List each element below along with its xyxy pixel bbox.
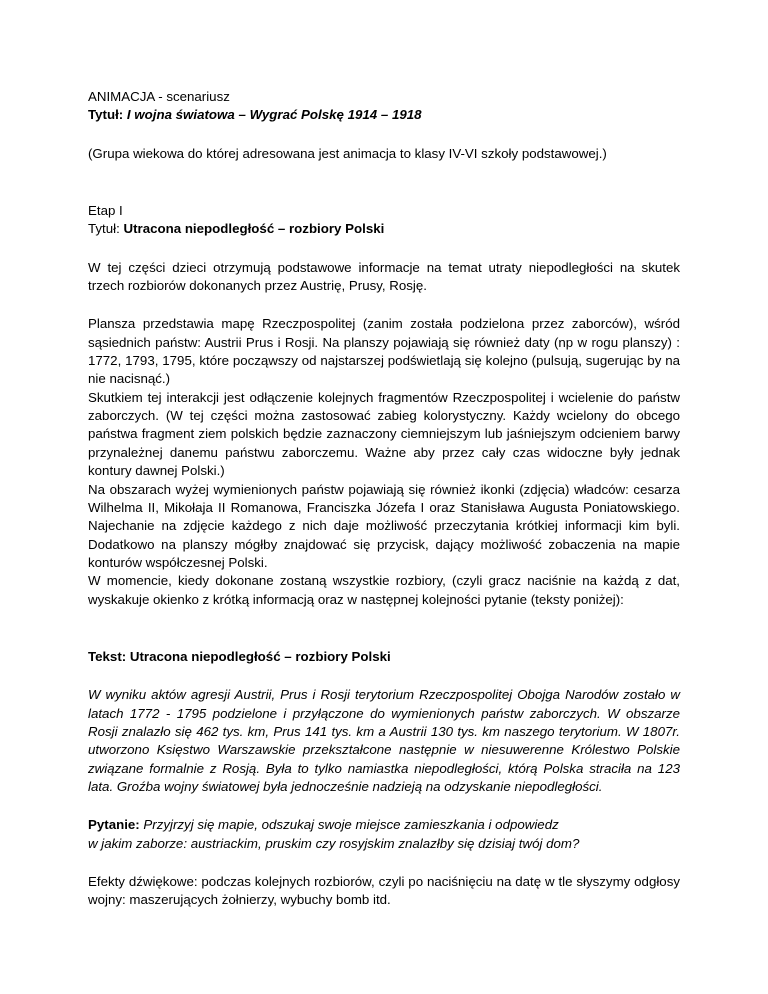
paragraph-2: Plansza przedstawia mapę Rzeczpospolitej (zanim została podzielona przez zaborców), wśród sąsiednich państw: Austrii Prus i Rosji. Na planszy pojawiają się również daty (np w rogu planszy) : 1772, 1793, 1795, które począwszy od najstarszej podświetlają się kolejno (pulsują, sugerując by na nie nacisnąć.) [88,316,680,387]
spacer [88,635,680,648]
paragraph-1: W tej części dzieci otrzymują podstawowe informacje na temat utraty niepodległości na skutek trzech rozbiorów dokonanych przez Austrię, Prusy, Rosję. [88,259,680,294]
tekst-section-body: W wyniku aktów agresji Austrii, Prus i Rosji terytorium Rzeczpospolitej Obojga Narodów zostało w latach 1772 - 1795 podzielone i przyłączone do wymienionych państw zaborczych. W obszarze Rosji znalazło się 462 tys. km, Prus 141 tys. km a Austrii 130 tys. km naszego terytorium. W 1807r. utworzono Księstwo Warszawskie przekształcone następnie w niesuwerenne Królestwo Polskie związane formalnie z Rosją. Była to tylko namiastka niepodległości, którą Polska straciła na 123 lata. Groźba wojny światowej była jednocześnie nadzieją na odzyskanie niepodległości. [88,687,680,794]
spacer [88,609,680,635]
paragraph-3: Skutkiem tej interakcji jest odłączenie kolejnych fragmentów Rzeczpospolitej i wcielenie do państw zaborczych. (W tej części można zastosować zabieg kolorystyczny. Każdy wcielony do obcego państwa fragment ziem polskich będzie zaznaczony ciemniejszym lub jaśniejszym odcieniem barwy przynależnej danemu państwu zaborczemu. Ważne aby przez cały czas widoczne były jednak kontury dawnej Polski.) [88,389,680,479]
document-header-line1 [88,88,680,106]
question-line-2: w jakim zaborze: austriackim, pruskim czy rosyjskim znalazłby się dzisiaj twój dom? [88,835,580,851]
spacer [88,125,680,145]
document-header-line2 [88,106,680,124]
stage-title-label: Tytuł: [88,221,124,237]
question-label: Pytanie: [88,817,140,833]
spacer [88,239,680,259]
stage-title-value: Utracona niepodległość – rozbiory Polski [123,221,385,237]
paragraph-4: Na obszarach wyżej wymienionych państw pojawiają się również ikonki (zdjęcia) władców: cesarza Wilhelma II, Mikołaja II Romanowa, Franciszka Józefa I oraz Stanisława Augusta Poniatowskiego. Najechanie na zdjęcie każdego z nich daje możliwość przeczytania krótkiej informacji kim byli. Dodatkowo na planszy mógłby znajdować się przycisk, dający możliwość zobaczenia na mapie konturów współczesnej Polski. [88,481,680,570]
spacer [88,796,680,816]
spacer [88,295,680,315]
tekst-section-label: Tekst: Utracona niepodległość – rozbiory Polski [88,648,391,664]
tytul-label: Tytuł: [88,107,127,123]
animacja-scenariusz-label: ANIMACJA - scenariusz [88,89,230,104]
spacer [88,853,680,873]
animation-title: I wojna światowa – Wygrać Polskę 1914 – 1918 [126,107,422,123]
stage-label: Etap I [88,203,123,219]
document-body [88,88,680,910]
audience-paragraph: (Grupa wiekowa do której adresowana jest animacja to klasy IV-VI szkoły podstawowej.) [88,145,607,161]
sound-effects-paragraph: Efekty dźwiękowe: podczas kolejnych rozbiorów, czyli po naciśnięciu na datę w tle słyszymy odgłosy wojny: maszerujących żołnierzy, wybuchy bomb itd. [88,874,680,908]
question-line-1 [88,816,680,834]
stage-title-line [88,220,680,238]
question-text-1: Przyjrzyj się mapie, odszukaj swoje miejsce zamieszkania i odpowiedz [139,817,559,833]
spacer [88,163,680,189]
spacer [88,666,680,686]
paragraph-5: W momencie, kiedy dokonane zostaną wszystkie rozbiory, (czyli gracz naciśnie na każdą z dat, wyskakuje okienko z krótką informacją oraz w następnej kolejności pytanie (teksty poniżej): [88,573,680,607]
spacer [88,189,680,202]
